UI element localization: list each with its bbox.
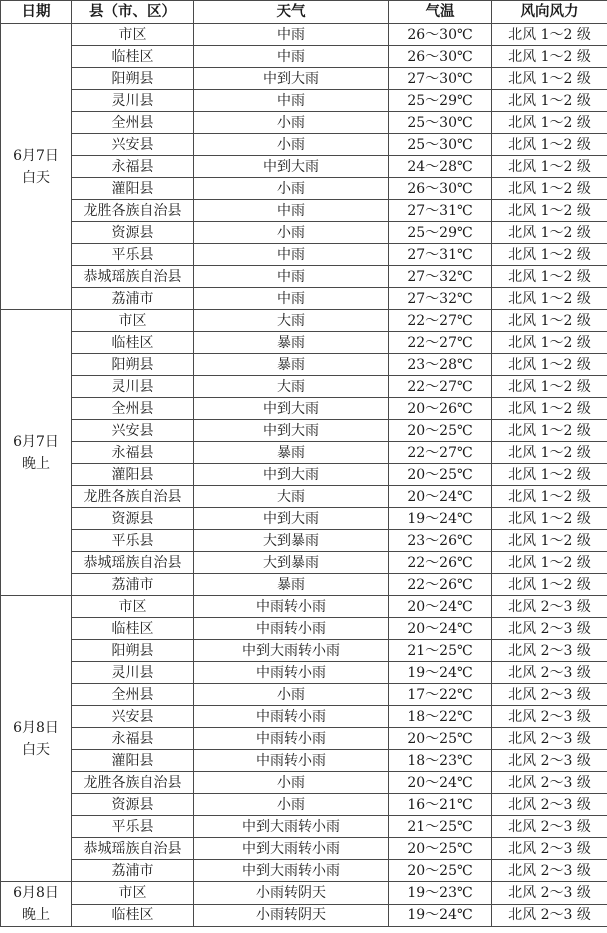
wind-cell: 北风 1～2 级 <box>492 156 607 178</box>
weather-cell: 中到大雨 <box>194 420 389 442</box>
period-label: 晚上 <box>22 455 50 472</box>
wind-cell: 北风 1～2 级 <box>492 134 607 156</box>
table-row <box>1 860 607 882</box>
temperature-cell: 27～31℃ <box>389 244 492 266</box>
temperature-cell: 19～24℃ <box>389 904 492 927</box>
table-row <box>1 728 607 750</box>
weather-cell: 中到大雨 <box>194 464 389 486</box>
weather-cell: 中雨 <box>194 24 389 46</box>
weather-cell: 暴雨 <box>194 354 389 376</box>
weather-cell: 中雨 <box>194 200 389 222</box>
date-cell <box>1 310 72 596</box>
temperature-cell: 20～24℃ <box>389 618 492 640</box>
table-row <box>1 684 607 706</box>
temperature-cell: 20～24℃ <box>389 486 492 508</box>
table-row <box>1 90 607 112</box>
county-cell: 平乐县 <box>72 244 194 266</box>
weather-cell: 中到大雨 <box>194 156 389 178</box>
wind-cell: 北风 2～3 级 <box>492 706 607 728</box>
county-cell: 灌阳县 <box>72 464 194 486</box>
table-row <box>1 134 607 156</box>
table-row <box>1 332 607 354</box>
header-county: 县（市、区） <box>72 1 194 24</box>
county-cell: 全州县 <box>72 112 194 134</box>
table-row <box>1 904 607 927</box>
wind-cell: 北风 2～3 级 <box>492 618 607 640</box>
wind-cell: 北风 1～2 级 <box>492 574 607 596</box>
table-row <box>1 530 607 552</box>
county-cell: 龙胜各族自治县 <box>72 200 194 222</box>
weather-cell: 大雨 <box>194 310 389 332</box>
county-cell: 阳朔县 <box>72 68 194 90</box>
weather-cell: 中雨 <box>194 244 389 266</box>
weather-cell: 中到大雨 <box>194 68 389 90</box>
table-row <box>1 772 607 794</box>
weather-cell: 暴雨 <box>194 574 389 596</box>
county-cell: 兴安县 <box>72 134 194 156</box>
temperature-cell: 26～30℃ <box>389 24 492 46</box>
temperature-cell: 19～24℃ <box>389 662 492 684</box>
temperature-cell: 18～22℃ <box>389 706 492 728</box>
weather-cell: 中雨转小雨 <box>194 750 389 772</box>
county-cell: 荔浦市 <box>72 574 194 596</box>
county-cell: 兴安县 <box>72 706 194 728</box>
county-cell: 市区 <box>72 596 194 618</box>
county-cell: 灵川县 <box>72 90 194 112</box>
county-cell: 恭城瑶族自治县 <box>72 838 194 860</box>
wind-cell: 北风 1～2 级 <box>492 332 607 354</box>
temperature-cell: 24～28℃ <box>389 156 492 178</box>
table-row <box>1 508 607 530</box>
temperature-cell: 16～21℃ <box>389 794 492 816</box>
table-body <box>1 24 607 927</box>
county-cell: 龙胜各族自治县 <box>72 486 194 508</box>
wind-cell: 北风 1～2 级 <box>492 530 607 552</box>
wind-cell: 北风 1～2 级 <box>492 288 607 310</box>
temperature-cell: 25～29℃ <box>389 90 492 112</box>
temperature-cell: 20～25℃ <box>389 838 492 860</box>
temperature-cell: 25～29℃ <box>389 222 492 244</box>
weather-cell: 中雨 <box>194 266 389 288</box>
wind-cell: 北风 1～2 级 <box>492 200 607 222</box>
weather-cell: 中到大雨 <box>194 398 389 420</box>
county-cell: 临桂区 <box>72 46 194 68</box>
temperature-cell: 22～27℃ <box>389 332 492 354</box>
header-row <box>1 1 607 24</box>
county-cell: 恭城瑶族自治县 <box>72 266 194 288</box>
table-row <box>1 442 607 464</box>
weather-cell: 中雨转小雨 <box>194 618 389 640</box>
temperature-cell: 21～25℃ <box>389 816 492 838</box>
county-cell: 临桂区 <box>72 618 194 640</box>
temperature-cell: 20～25℃ <box>389 728 492 750</box>
table-row <box>1 68 607 90</box>
weather-cell: 中到大雨 <box>194 508 389 530</box>
table-row <box>1 640 607 662</box>
county-cell: 永福县 <box>72 156 194 178</box>
weather-cell: 小雨 <box>194 222 389 244</box>
weather-cell: 大到暴雨 <box>194 552 389 574</box>
wind-cell: 北风 1～2 级 <box>492 310 607 332</box>
wind-cell: 北风 1～2 级 <box>492 442 607 464</box>
wind-cell: 北风 1～2 级 <box>492 90 607 112</box>
table-row <box>1 24 607 46</box>
county-cell: 龙胜各族自治县 <box>72 772 194 794</box>
temperature-cell: 19～24℃ <box>389 508 492 530</box>
wind-cell: 北风 2～3 级 <box>492 772 607 794</box>
wind-cell: 北风 1～2 级 <box>492 398 607 420</box>
county-cell: 恭城瑶族自治县 <box>72 552 194 574</box>
table-row <box>1 596 607 618</box>
weather-cell: 小雨 <box>194 684 389 706</box>
wind-cell: 北风 2～3 级 <box>492 860 607 882</box>
wind-cell: 北风 1～2 级 <box>492 464 607 486</box>
table-row <box>1 178 607 200</box>
table-row <box>1 354 607 376</box>
weather-cell: 中到大雨转小雨 <box>194 838 389 860</box>
date-cell <box>1 24 72 310</box>
county-cell: 平乐县 <box>72 530 194 552</box>
table-row <box>1 838 607 860</box>
county-cell: 临桂区 <box>72 904 194 927</box>
table-row <box>1 662 607 684</box>
temperature-cell: 20～25℃ <box>389 420 492 442</box>
temperature-cell: 27～32℃ <box>389 288 492 310</box>
table-row <box>1 750 607 772</box>
county-cell: 市区 <box>72 882 194 905</box>
county-cell: 平乐县 <box>72 816 194 838</box>
temperature-cell: 22～26℃ <box>389 552 492 574</box>
table-row <box>1 486 607 508</box>
weather-cell: 小雨 <box>194 112 389 134</box>
county-cell: 灵川县 <box>72 376 194 398</box>
wind-cell: 北风 1～2 级 <box>492 376 607 398</box>
weather-cell: 大雨 <box>194 376 389 398</box>
table-row <box>1 398 607 420</box>
wind-cell: 北风 2～3 级 <box>492 728 607 750</box>
weather-cell: 中雨 <box>194 90 389 112</box>
wind-cell: 北风 2～3 级 <box>492 838 607 860</box>
temperature-cell: 22～27℃ <box>389 376 492 398</box>
table-row <box>1 464 607 486</box>
table-row <box>1 706 607 728</box>
table-row <box>1 310 607 332</box>
table-row <box>1 816 607 838</box>
county-cell: 荔浦市 <box>72 288 194 310</box>
date-cell <box>1 882 72 927</box>
wind-cell: 北风 1～2 级 <box>492 24 607 46</box>
weather-cell: 暴雨 <box>194 442 389 464</box>
county-cell: 全州县 <box>72 684 194 706</box>
weather-cell: 小雨转阴天 <box>194 904 389 927</box>
table-row <box>1 552 607 574</box>
weather-cell: 中雨转小雨 <box>194 662 389 684</box>
temperature-cell: 22～26℃ <box>389 574 492 596</box>
temperature-cell: 22～27℃ <box>389 310 492 332</box>
wind-cell: 北风 2～3 级 <box>492 662 607 684</box>
table-row <box>1 112 607 134</box>
temperature-cell: 20～24℃ <box>389 596 492 618</box>
county-cell: 市区 <box>72 24 194 46</box>
period-label: 晚上 <box>22 907 50 923</box>
wind-cell: 北风 2～3 级 <box>492 882 607 905</box>
wind-cell: 北风 1～2 级 <box>492 486 607 508</box>
wind-cell: 北风 1～2 级 <box>492 68 607 90</box>
county-cell: 荔浦市 <box>72 860 194 882</box>
weather-cell: 小雨转阴天 <box>194 882 389 905</box>
table-row <box>1 376 607 398</box>
county-cell: 灌阳县 <box>72 178 194 200</box>
temperature-cell: 20～25℃ <box>389 464 492 486</box>
table-row <box>1 222 607 244</box>
county-cell: 市区 <box>72 310 194 332</box>
weather-cell: 中雨转小雨 <box>194 596 389 618</box>
weather-cell: 中到大雨转小雨 <box>194 816 389 838</box>
temperature-cell: 22～27℃ <box>389 442 492 464</box>
weather-cell: 中雨 <box>194 288 389 310</box>
temperature-cell: 20～25℃ <box>389 860 492 882</box>
date-label: 6月7日 <box>13 147 59 164</box>
wind-cell: 北风 1～2 级 <box>492 222 607 244</box>
table-row <box>1 618 607 640</box>
weather-cell: 中雨转小雨 <box>194 706 389 728</box>
county-cell: 永福县 <box>72 728 194 750</box>
county-cell: 兴安县 <box>72 420 194 442</box>
temperature-cell: 27～31℃ <box>389 200 492 222</box>
header-date: 日期 <box>1 1 72 24</box>
temperature-cell: 26～30℃ <box>389 46 492 68</box>
table-row <box>1 46 607 68</box>
county-cell: 阳朔县 <box>72 640 194 662</box>
wind-cell: 北风 1～2 级 <box>492 112 607 134</box>
weather-cell: 大到暴雨 <box>194 530 389 552</box>
wind-cell: 北风 1～2 级 <box>492 46 607 68</box>
wind-cell: 北风 1～2 级 <box>492 508 607 530</box>
weather-cell: 大雨 <box>194 486 389 508</box>
wind-cell: 北风 1～2 级 <box>492 244 607 266</box>
header-weather: 天气 <box>194 1 389 24</box>
weather-cell: 小雨 <box>194 178 389 200</box>
county-cell: 资源县 <box>72 222 194 244</box>
wind-cell: 北风 1～2 级 <box>492 178 607 200</box>
table-row <box>1 574 607 596</box>
county-cell: 全州县 <box>72 398 194 420</box>
date-label: 6月7日 <box>13 433 59 450</box>
date-cell <box>1 596 72 882</box>
temperature-cell: 26～30℃ <box>389 178 492 200</box>
table-row <box>1 200 607 222</box>
weather-cell: 中雨 <box>194 46 389 68</box>
date-label: 6月8日 <box>13 885 59 901</box>
weather-cell: 小雨 <box>194 134 389 156</box>
table-row <box>1 882 607 905</box>
county-cell: 资源县 <box>72 508 194 530</box>
temperature-cell: 21～25℃ <box>389 640 492 662</box>
temperature-cell: 19～23℃ <box>389 882 492 905</box>
temperature-cell: 27～30℃ <box>389 68 492 90</box>
wind-cell: 北风 2～3 级 <box>492 794 607 816</box>
temperature-cell: 20～24℃ <box>389 772 492 794</box>
period-label: 白天 <box>22 741 50 758</box>
temperature-cell: 20～26℃ <box>389 398 492 420</box>
county-cell: 资源县 <box>72 794 194 816</box>
wind-cell: 北风 1～2 级 <box>492 266 607 288</box>
county-cell: 临桂区 <box>72 332 194 354</box>
county-cell: 灵川县 <box>72 662 194 684</box>
wind-cell: 北风 1～2 级 <box>492 552 607 574</box>
wind-cell: 北风 2～3 级 <box>492 640 607 662</box>
temperature-cell: 18～23℃ <box>389 750 492 772</box>
temperature-cell: 25～30℃ <box>389 134 492 156</box>
wind-cell: 北风 2～3 级 <box>492 596 607 618</box>
date-label: 6月8日 <box>13 719 59 736</box>
table-row <box>1 794 607 816</box>
wind-cell: 北风 2～3 级 <box>492 904 607 927</box>
table-row <box>1 420 607 442</box>
county-cell: 灌阳县 <box>72 750 194 772</box>
header-wind: 风向风力 <box>492 1 607 24</box>
weather-cell: 中到大雨转小雨 <box>194 640 389 662</box>
weather-cell: 小雨 <box>194 772 389 794</box>
wind-cell: 北风 1～2 级 <box>492 354 607 376</box>
temperature-cell: 27～32℃ <box>389 266 492 288</box>
weather-cell: 小雨 <box>194 794 389 816</box>
table-row <box>1 288 607 310</box>
temperature-cell: 23～26℃ <box>389 530 492 552</box>
wind-cell: 北风 2～3 级 <box>492 750 607 772</box>
header-temperature: 气温 <box>389 1 492 24</box>
temperature-cell: 25～30℃ <box>389 112 492 134</box>
period-label: 白天 <box>22 169 50 186</box>
wind-cell: 北风 1～2 级 <box>492 420 607 442</box>
weather-cell: 中雨转小雨 <box>194 728 389 750</box>
wind-cell: 北风 2～3 级 <box>492 816 607 838</box>
county-cell: 阳朔县 <box>72 354 194 376</box>
table-row <box>1 244 607 266</box>
temperature-cell: 23～28℃ <box>389 354 492 376</box>
wind-cell: 北风 2～3 级 <box>492 684 607 706</box>
table-row <box>1 266 607 288</box>
temperature-cell: 17～22℃ <box>389 684 492 706</box>
county-cell: 永福县 <box>72 442 194 464</box>
weather-cell: 中到大雨转小雨 <box>194 860 389 882</box>
table-row <box>1 156 607 178</box>
weather-cell: 暴雨 <box>194 332 389 354</box>
